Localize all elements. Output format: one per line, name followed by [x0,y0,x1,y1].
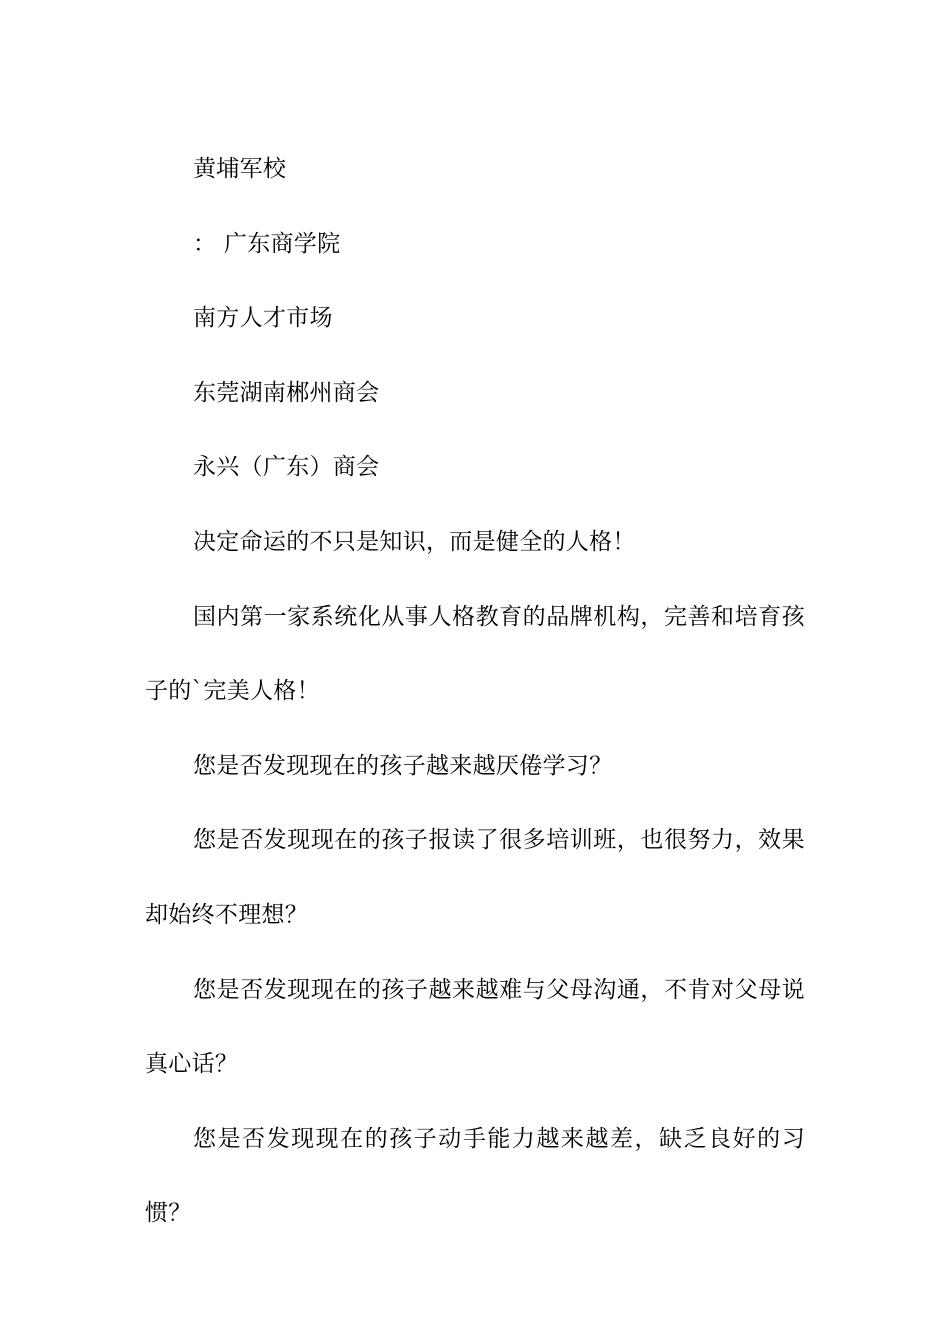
paragraph-southern-talent-market: 南方人才市场 [193,305,333,332]
paragraph-question-4: 您是否发现现在的孩子动手能力越来越差，缺乏良好的习惯？ [145,1125,805,1227]
paragraph-dongguan-chamber: 东莞湖南郴州商会 [193,379,380,406]
paragraph-institution-intro: 国内第一家系统化从事人格教育的品牌机构，完善和培育孩子的`完美人格！ [145,603,805,705]
paragraph-huangpu: 黄埔军校 [193,156,287,182]
paragraph-guangdong-business-college: ： 广东商学院 [193,230,341,257]
paragraph-question-1: 您是否发现现在的孩子越来越厌倦学习？ [193,752,613,779]
paragraph-slogan: 决定命运的不只是知识，而是健全的人格！ [193,528,636,555]
document-body [145,132,805,1251]
paragraph-question-2: 您是否发现现在的孩子报读了很多培训班，也很努力，效果却始终不理想？ [145,827,805,928]
paragraph-question-3: 您是否发现现在的孩子越来越难与父母沟通，不肯对父母说真心话？ [145,976,805,1078]
paragraph-yongxing-chamber: 永兴（广东）商会 [193,454,380,481]
